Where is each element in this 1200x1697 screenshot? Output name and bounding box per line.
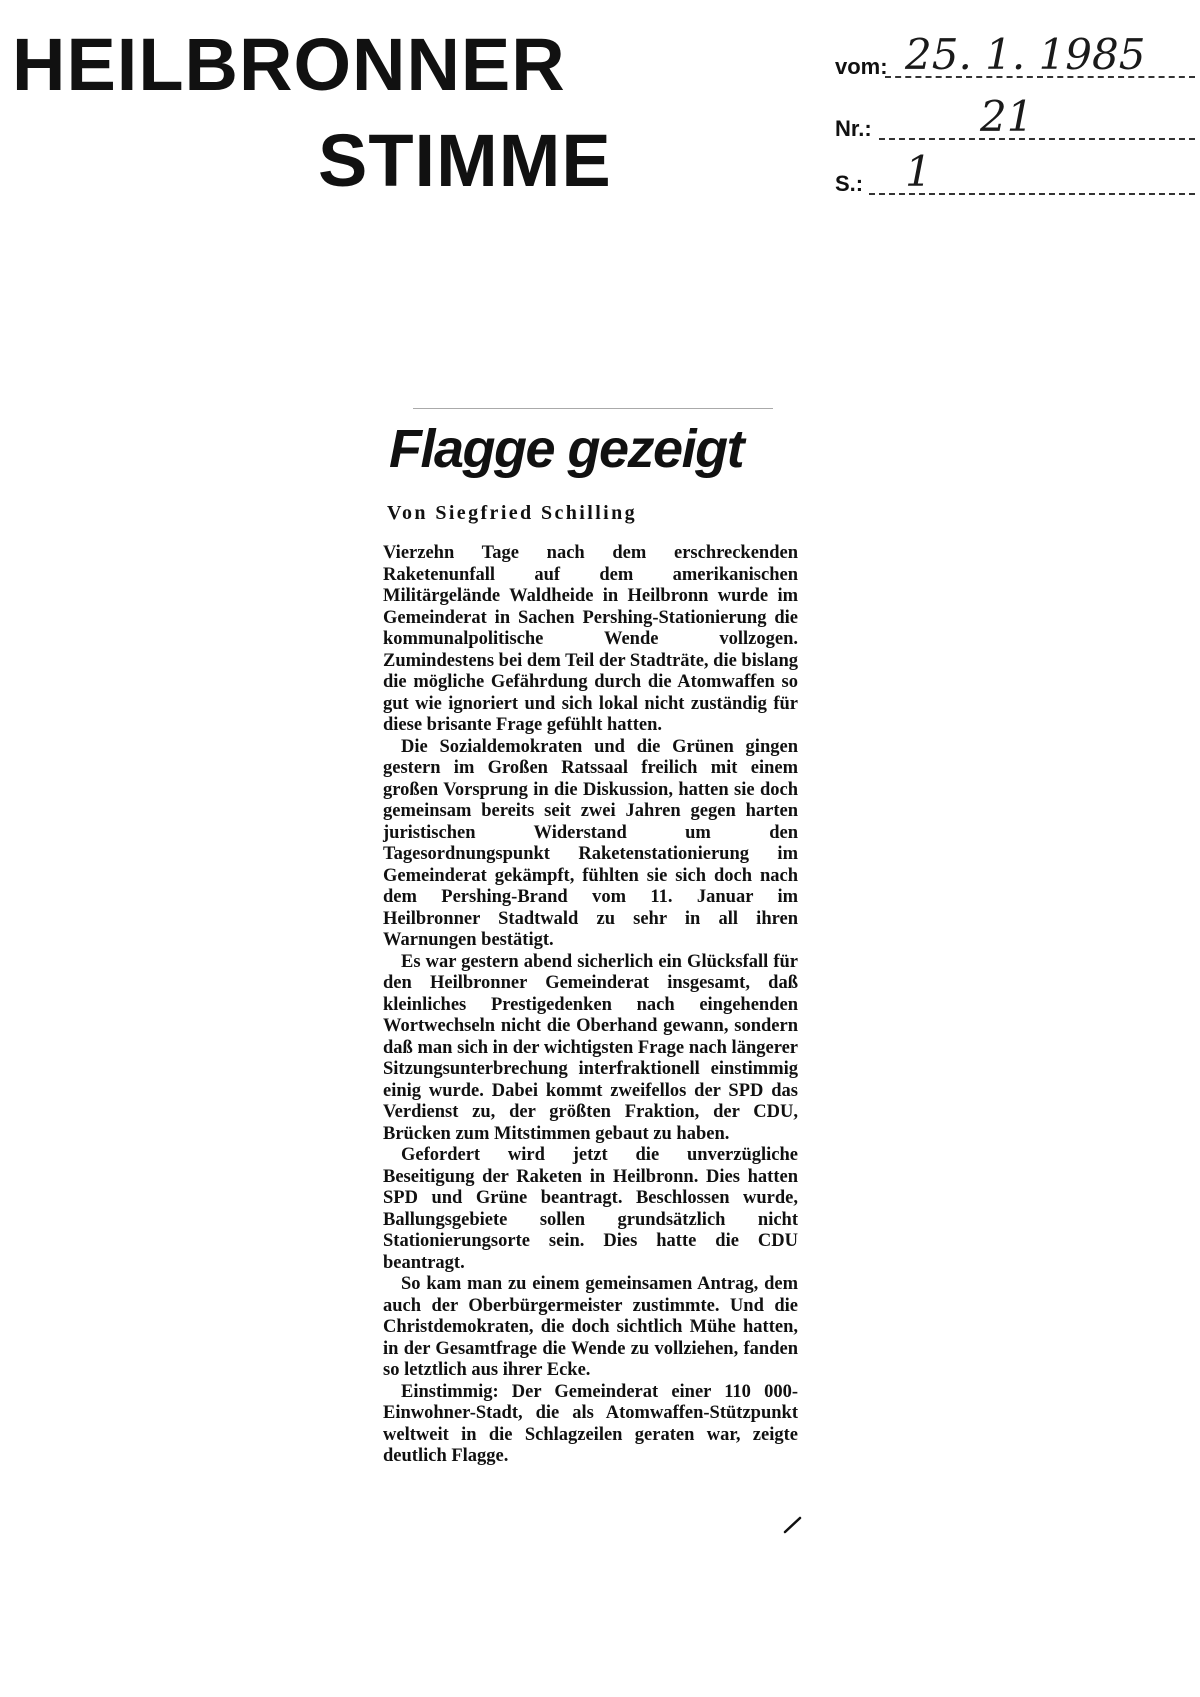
- meta-number-row: [835, 92, 1195, 141]
- pen-end-mark: [783, 1514, 803, 1534]
- article-paragraph: Es war gestern abend sicherlich ein Glücksfall für den Heilbronner Gemeinderat insgesamt, daß kleinliches Prestigedenken nach eingehenden Wortwechseln nicht die Oberhand gewann, sondern daß man sich in der wichtigsten Frage nach längerer Sitzungsunterbrechung interfraktionell einstimmig einig wurde. Dabei kommt zweifellos der SPD das Verdienst zu, der größten Fraktion, der CDU, Brücken zum Mitstimmen gebaut zu haben.: [383, 951, 798, 1144]
- headline-rule: [413, 408, 773, 409]
- masthead-title-line2: STIMME: [318, 119, 612, 202]
- meta-page-label: S.:: [835, 171, 864, 196]
- masthead-title-line1: HEILBRONNER: [12, 23, 566, 106]
- meta-number-value: 21: [980, 92, 1034, 141]
- meta-date-value: 25. 1. 1985: [905, 30, 1146, 79]
- article: [383, 408, 798, 1468]
- article-paragraph: Gefordert wird jetzt die unverzügliche Beseitigung der Raketen in Heilbronn. Dies hatten SPD und Grüne beantragt. Beschlossen wurde, Ballungsgebiete sollen grundsätzlich nicht Stationierungsorte sein. Dies hatte die CDU beantragt.: [383, 1145, 798, 1273]
- meta-number-label: Nr.:: [835, 116, 872, 141]
- meta-date-label: vom:: [835, 54, 888, 79]
- meta-number-line: [879, 138, 1195, 140]
- article-body: [383, 543, 798, 1468]
- meta-page-value: 1: [905, 147, 932, 196]
- article-paragraph: So kam man zu einem gemeinsamen Antrag, dem auch der Oberbürgermeister zustimmte. Und die Christdemokraten, die doch sichtlich Mühe hatten, in der Gesamtfrage die Wende zu vollziehen, fanden so letztlich aus ihrer Ecke.: [383, 1274, 798, 1380]
- article-byline: Von Siegfried Schilling: [387, 502, 638, 524]
- article-paragraph: Vierzehn Tage nach dem erschreckenden Raketenunfall auf dem amerikanischen Militärgelände Waldheide in Heilbronn wurde im Gemeinderat in Sachen Pershing-Stationierung die kommunalpolitische Wende vollzogen. Zumindestens bei dem Teil der Stadträte, die bislang die mögliche Gefährdung durch die Atomwaffen so gut wie ignoriert und sich lokal nicht zuständig für diese brisante Frage gefühlt hatten.: [383, 543, 798, 735]
- article-paragraph: Die Sozialdemokraten und die Grünen gingen gestern im Großen Ratssaal freilich mit einem großen Vorsprung in die Diskussion, hatten sie doch gemeinsam bereits seit zwei Jahren gegen harten juristischen Widerstand um den Tagesordnungspunkt Raketenstationierung im Gemeinderat gekämpft, fühlten sie sich doch nach dem Pershing-Brand vom 11. Januar im Heilbronner Stadtwald zu sehr in all ihren Warnungen bestätigt.: [383, 736, 798, 950]
- article-paragraph: Einstimmig: Der Gemeinderat einer 110 000-Einwohner-Stadt, die als Atomwaffen-Stützpunkt weltweit in die Schlagzeilen geraten war, zeigte deutlich Flagge.: [383, 1381, 798, 1466]
- meta-page-row: [835, 147, 1195, 196]
- article-headline: Flagge gezeigt: [389, 419, 744, 479]
- meta-date-row: [835, 30, 1195, 79]
